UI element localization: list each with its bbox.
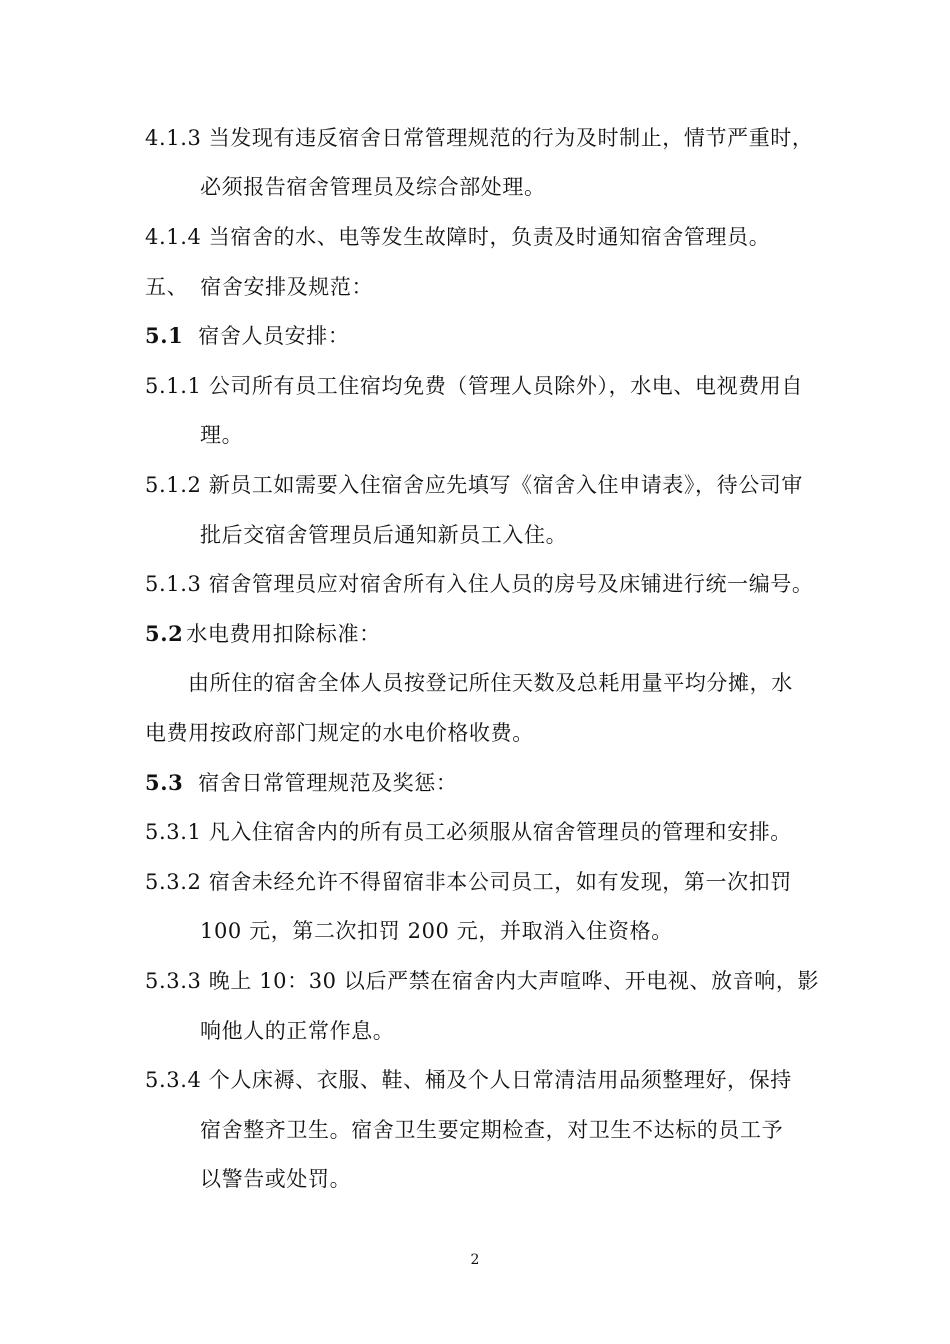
clause-5-3-3 (145, 968, 819, 994)
section-number: 五、 (145, 275, 189, 299)
clause-5-2 (145, 621, 381, 647)
clause-5-3-2 (145, 869, 792, 895)
clause-text: 宿舍日常管理规范及奖惩： (191, 771, 458, 795)
clause-5-3-4 (145, 1067, 792, 1093)
clause-5-1-2 (145, 472, 803, 498)
clause-text: 个人床褥、衣服、鞋、桶及个人日常清洁用品须整理好，保持 (201, 1068, 792, 1092)
clause-number: 5.3.3 (145, 969, 202, 993)
clause-text: 凡入住宿舍内的所有员工必须服从宿舍管理员的管理和安排。 (201, 820, 792, 844)
clause-text: 必须报告宿舍管理员及综合部处理。 (200, 175, 546, 199)
clause-number: 5.1.3 (145, 572, 202, 596)
clause-text: 响他人的正常作息。 (200, 1019, 395, 1043)
clause-number: 5.1.1 (145, 374, 202, 398)
clause-5-3 (145, 770, 457, 796)
clause-number: 5.3.4 (145, 1068, 202, 1092)
clause-text: 新员工如需要入住宿舍应先填写《宿舍入住申请表》，待公司审 (201, 473, 804, 497)
clause-text: 当发现有违反宿舍日常管理规范的行为及时制止，情节严重时， (201, 126, 814, 150)
clause-text: 当宿舍的水、电等发生故障时，负责及时通知宿舍管理员。 (201, 225, 771, 249)
clause-5-1-1-continued (200, 422, 243, 448)
clause-text: 宿舍未经允许不得留宿非本公司员工，如有发现，第一次扣罚 (201, 870, 792, 894)
section-title: 宿舍安排及规范： (193, 275, 374, 299)
paragraph-text: 由所住的宿舍全体人员按登记所住天数及总耗用量平均分摊，水 (188, 671, 793, 695)
clause-text: 晚上 10：30 以后严禁在宿舍内大声喧哗、开电视、放音响，影 (201, 969, 820, 993)
clause-4-1-4 (145, 224, 770, 250)
clause-number: 4.1.3 (145, 126, 202, 150)
paragraph-5-2-body (188, 670, 793, 696)
clause-5-3-1 (145, 819, 792, 845)
clause-text: 以警告或处罚。 (200, 1167, 352, 1191)
clause-text: 宿舍人员安排： (191, 324, 350, 348)
section-5-heading (145, 274, 373, 300)
clause-number: 5.3.1 (145, 820, 202, 844)
clause-number: 5.3.2 (145, 870, 202, 894)
clause-5-1-3 (145, 571, 814, 597)
clause-number: 4.1.4 (145, 225, 202, 249)
clause-text: 100 元，第二次扣罚 200 元，并取消入住资格。 (200, 919, 673, 943)
clause-text: 公司所有员工住宿均免费（管理人员除外），水电、电视费用自 (201, 374, 804, 398)
clause-text: 理。 (200, 423, 244, 447)
clause-5-3-3-continued (200, 1018, 394, 1044)
clause-text: 宿舍管理员应对宿舍所有入住人员的房号及床铺进行统一编号。 (201, 572, 814, 596)
clause-5-1-1 (145, 373, 803, 399)
clause-number: 5.1.2 (145, 473, 202, 497)
clause-text: 批后交宿舍管理员后通知新员工入住。 (200, 523, 568, 547)
clause-5-1-2-continued (200, 522, 567, 548)
clause-4-1-3-continued (200, 174, 546, 200)
clause-5-3-4-continued (200, 1117, 783, 1143)
clause-5-3-2-continued (200, 918, 673, 944)
page-number: 2 (470, 1252, 480, 1268)
clause-5-3-4-continued-2 (200, 1166, 351, 1192)
clause-text: 水电费用扣除标准： (179, 622, 381, 646)
clause-number: 5.1 (145, 323, 184, 348)
clause-number: 5.2 (145, 621, 184, 646)
paragraph-text: 电费用按政府部门规定的水电价格收费。 (145, 721, 534, 745)
paragraph-5-2-body-continued (145, 720, 534, 746)
clause-number: 5.3 (145, 770, 184, 795)
clause-4-1-3 (145, 125, 814, 151)
clause-text: 宿舍整齐卫生。宿舍卫生要定期检查，对卫生不达标的员工予 (200, 1118, 784, 1142)
clause-5-1 (145, 323, 349, 349)
